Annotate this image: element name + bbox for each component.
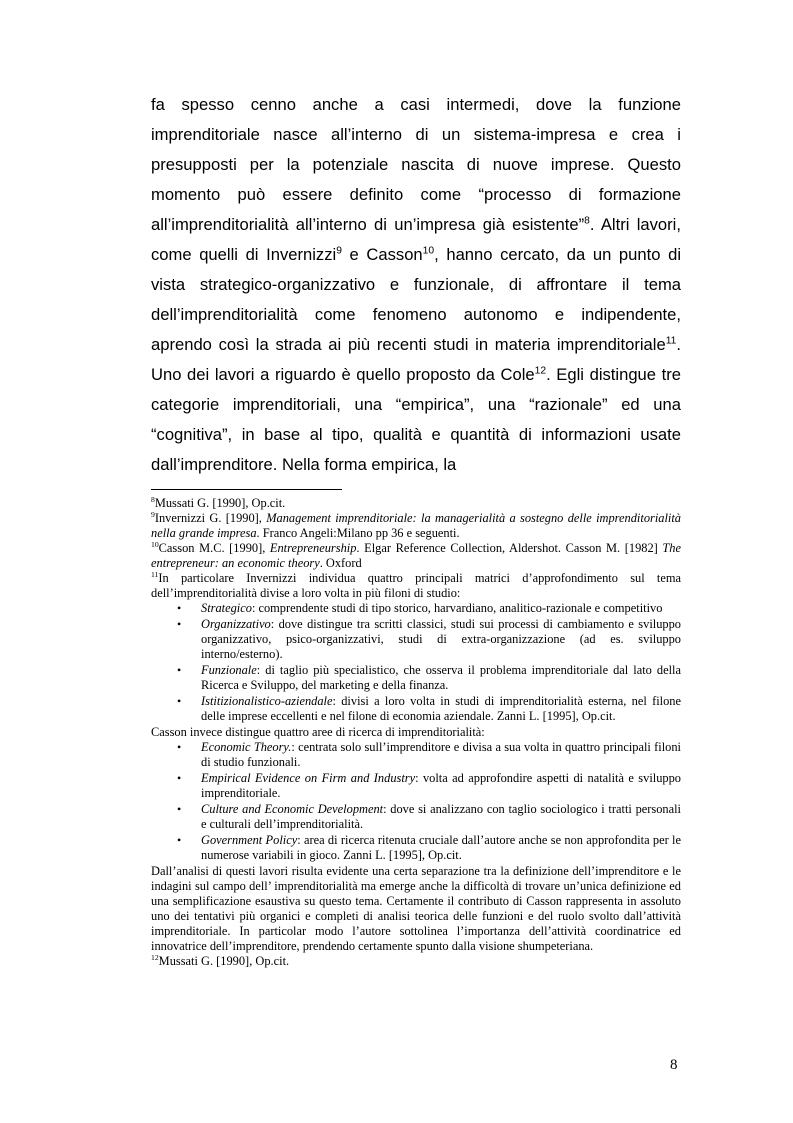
page-number: 8 (670, 1057, 678, 1073)
list-item: • Organizzativo: dove distingue tra scritti classici, studi sui processi di cambiamento e sviluppo organizzativo, psico-organizzativi, studi di extra-organizzazione (ad es. sviluppo interno/esterno). (177, 617, 681, 661)
footnote-ref-11[interactable]: 11 (665, 335, 677, 347)
bullet-icon: • (177, 833, 182, 847)
bullet-icon: • (177, 601, 182, 615)
footnotes (151, 496, 681, 969)
bullet-icon: • (177, 617, 182, 631)
casson-list (151, 740, 681, 863)
footnote-9: $^9$Invernizzi G. [1990], Management imprenditoriale: la managerialità a sostegno delle imprenditorialità nella grande impresa. Franco Angeli:Milano pp 36 e seguenti. (151, 509, 681, 540)
footnote-ref-9[interactable]: 9 (336, 245, 342, 257)
bullet-icon: • (177, 771, 182, 785)
invernizzi-list (151, 601, 681, 724)
list-item: • Funzionale: di taglio più specialistico, che osserva il problema imprenditoriale dal lato della Ricerca e Sviluppo, del marketing e della finanza. (177, 663, 681, 692)
list-item: • Strategico: comprendente studi di tipo storico, harvardiano, analitico-razionale e competitivo (177, 601, 663, 615)
bullet-icon: • (177, 694, 182, 708)
footnote-ref-12[interactable]: 12 (534, 365, 547, 377)
footnote-12: $^{12}$Mussati G. [1990], Op.cit. (151, 952, 290, 968)
footnote-8: $^8$Mussati G. [1990], Op.cit. (151, 494, 286, 510)
footnote-ref-10[interactable]: 10 (422, 245, 435, 257)
footnote-11-conclusion: Dall’analisi di questi lavori risulta evidente una certa separazione tra la definizione dell’imprenditore e le indagini sul campo dell’ imprenditorialità ma emerge anche la difficoltà di trovare un’unica definizione ed una semplificazione esaustiva su questo tema. Certamente il contributo di Casson rappresenta in assoluto uno dei tentativi più organici e completi di analisi teorica delle funzioni e del ruolo svolto dall’attività imprenditoriale. In particolar modo l’autore sottolinea l’importanza dell’attività coordinatrice ed innovatrice dell’imprenditore, prendendo certamente spunto dalla visione shumpeteriana. (151, 864, 681, 953)
body-paragraph: fa spesso cenno anche a casi intermedi, dove la funzione imprenditoriale nasce all’interno di un sistema-impresa e crea i presupposti per la potenziale nascita di nuove imprese. Questo momento può essere definito come “processo di formazione all’imprenditorialità all’interno di un’impresa già esistente”$^8$. Altri lavori, come quelli di Invernizzi$^9$ e Casson$^{10}$, hanno cercato, da un punto di vista strategico-organizzativo e funzionale, di affrontare il tema dell’imprenditorialità come fenomeno autonomo e indipendente, aprendo così la strada ai più recenti studi in materia imprenditoriale$^{11}$. Uno dei lavori a riguardo è quello proposto da Cole$^{12}$. Egli distingue tre categorie imprenditoriali, una “empirica”, una “razionale” ed una “cognitiva”, in base al tipo, qualità e quantità di informazioni usate dall’imprenditore. Nella forma empirica, la (151, 95, 681, 474)
footnote-11: $^{11}$In particolare Invernizzi individua quattro principali matrici d’approfondimento sul tema dell’imprenditorialità divise a loro volta in più filoni di studio: (151, 569, 681, 600)
footnote-ref-8[interactable]: 8 (584, 215, 590, 227)
list-item: • Culture and Economic Development: dove si analizzano con taglio sociologico i tratti personali e culturali dell’imprenditorialità. (177, 802, 681, 831)
bullet-icon: • (177, 802, 182, 816)
bullet-icon: • (177, 663, 182, 677)
list-item: • Government Policy: area di ricerca ritenuta cruciale dall’autore anche se non approfondita per le numerose variabili in gioco. Zanni L. [1995], Op.cit. (177, 833, 681, 862)
list-item: • Istitizionalistico-aziendale: divisi a loro volta in studi di imprenditorialità esterna, nel filone delle imprese eccellenti e nel filone di economia aziendale. Zanni L. [1995], Op.cit. (177, 694, 681, 723)
footnote-separator (151, 489, 342, 490)
casson-intro: Casson invece distingue quattro aree di ricerca di imprenditorialità: (151, 725, 485, 739)
bullet-icon: • (177, 740, 182, 754)
list-item: • Empirical Evidence on Firm and Industry: volta ad approfondire aspetti di natalità e sviluppo imprenditoriale. (177, 771, 681, 800)
list-item: • Economic Theory.: centrata solo sull’imprenditore e divisa a sua volta in quattro principali filoni di studio funzionali. (177, 740, 681, 769)
body-text (151, 90, 681, 480)
footnote-10: $^{10}$Casson M.C. [1990], Entrepreneurship. Elgar Reference Collection, Aldershot. Casson M. [1982] The entrepreneur: an economic theory. Oxford (151, 539, 681, 570)
